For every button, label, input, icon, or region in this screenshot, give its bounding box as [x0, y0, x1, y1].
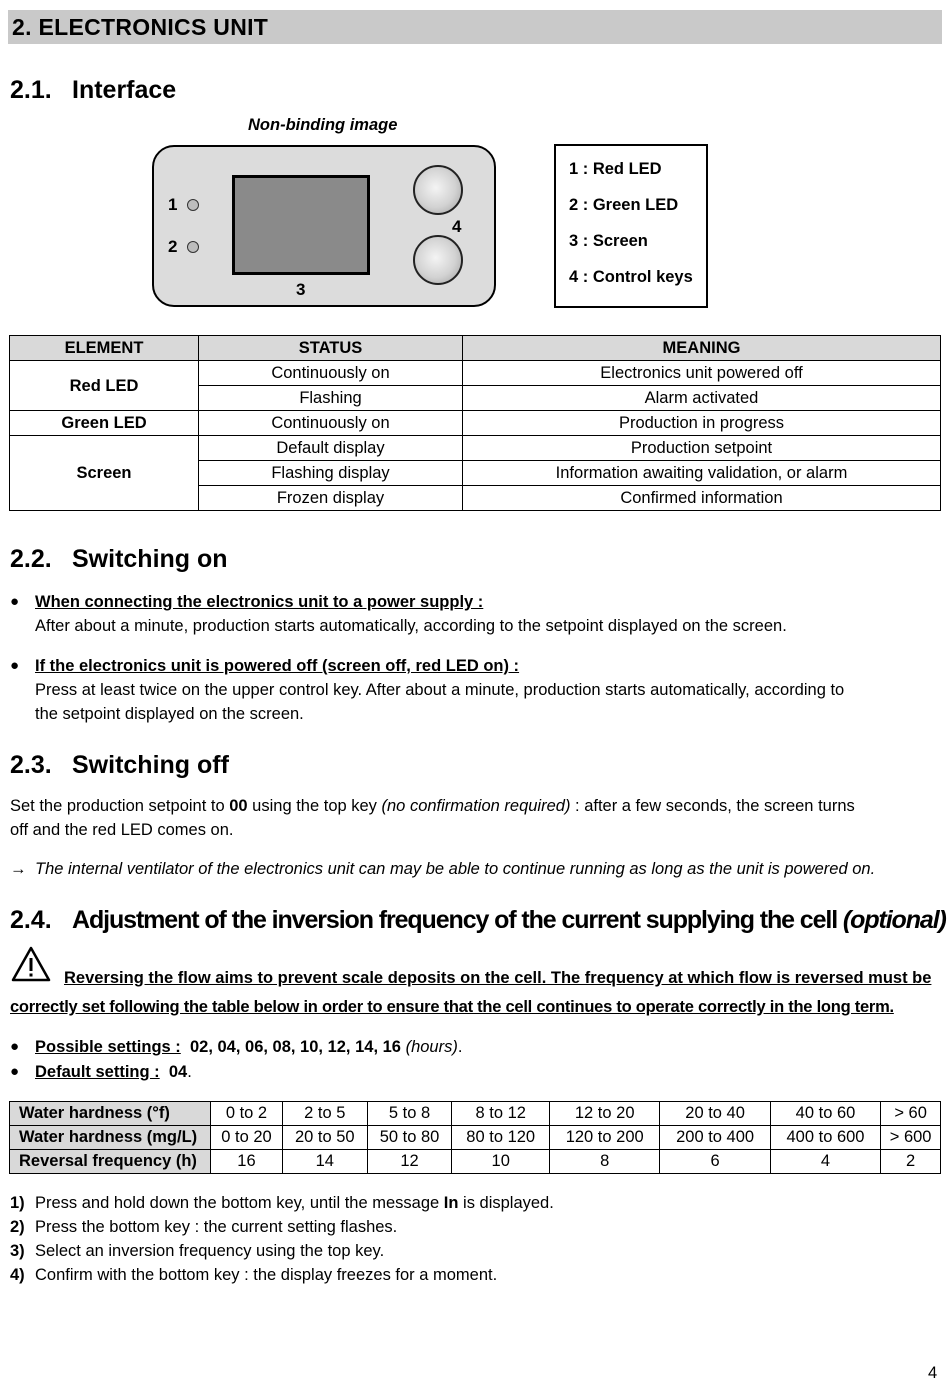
step-number: 3) — [10, 1242, 25, 1260]
step-3 — [10, 1242, 384, 1261]
table-row — [10, 411, 941, 436]
heading-text: Interface — [72, 76, 177, 104]
table-header-row — [10, 336, 941, 361]
label-1: 1 — [168, 195, 178, 214]
table-cell: 0 to 20 — [211, 1126, 283, 1150]
paragraph — [10, 794, 855, 818]
red-led-icon — [187, 199, 199, 211]
step-text: Press the bottom key : the current setting flashes. — [35, 1218, 398, 1236]
bullet-icon: ● — [10, 1038, 20, 1055]
possible-settings — [35, 1035, 462, 1059]
step-text: is displayed. — [458, 1194, 554, 1212]
heading-adjustment — [10, 906, 946, 935]
table-cell: 400 to 600 — [770, 1126, 880, 1150]
table-cell: 2 — [881, 1150, 941, 1174]
note-text: The internal ventilator of the electronics unit can may be able to continue running as long as the unit is powered on. — [35, 860, 876, 878]
row-header: Reversal frequency (h) — [10, 1150, 211, 1174]
table-cell: 50 to 80 — [367, 1126, 452, 1150]
step-text: Confirm with the bottom key : the display freezes for a moment. — [35, 1266, 498, 1284]
screen-illustration — [232, 175, 370, 275]
table-row — [10, 1126, 941, 1150]
table-cell: 20 to 40 — [660, 1102, 770, 1126]
legend-item: 3 : Screen — [569, 232, 648, 250]
status-cell: Flashing display — [199, 461, 463, 486]
status-cell: Continuously on — [199, 361, 463, 386]
bullet-text: Press at least twice on the upper control key. After about a minute, production starts automatically, according to — [35, 681, 845, 699]
meaning-cell: Production in progress — [463, 411, 941, 436]
step-4 — [10, 1266, 497, 1285]
heading-switching-off — [10, 751, 229, 780]
step-1 — [10, 1194, 554, 1213]
table-cell: 12 — [367, 1150, 452, 1174]
element-cell: Screen — [10, 436, 199, 511]
status-cell: Flashing — [199, 386, 463, 411]
top-control-key-icon — [413, 165, 463, 215]
table-cell: 4 — [770, 1150, 880, 1174]
paragraph-line: off and the red LED comes on. — [10, 821, 234, 839]
text: Set the production setpoint to — [10, 797, 230, 815]
heading-text: Adjustment of the inversion frequency of the current supplying the cell — [72, 906, 843, 934]
table-cell: 6 — [660, 1150, 770, 1174]
row-header: Water hardness (°f) — [10, 1102, 211, 1126]
bullet-icon: ● — [10, 657, 20, 674]
device-panel-illustration — [152, 145, 496, 307]
status-table — [9, 335, 941, 511]
table-cell: 8 to 12 — [452, 1102, 550, 1126]
table-row — [10, 361, 941, 386]
label-2: 2 — [168, 237, 178, 256]
heading-text: Switching on — [72, 545, 228, 573]
status-cell: Continuously on — [199, 411, 463, 436]
warning-text: Reversing the flow aims to prevent scale deposits on the cell. The frequency at which flow is reversed must be — [64, 969, 932, 987]
table-cell: 14 — [282, 1150, 367, 1174]
step-number: 2) — [10, 1218, 25, 1236]
step-number: 4) — [10, 1266, 25, 1284]
table-cell: 5 to 8 — [367, 1102, 452, 1126]
bullet-title: When connecting the electronics unit to a power supply : — [35, 593, 484, 611]
row-header: Water hardness (mg/L) — [10, 1126, 211, 1150]
table-cell: > 600 — [881, 1126, 941, 1150]
table-row — [10, 1102, 941, 1126]
step-text: Press and hold down the bottom key, until the message — [35, 1194, 444, 1212]
possible-settings-values: 02, 04, 06, 08, 10, 12, 14, 16 — [189, 1038, 401, 1056]
heading-number: 2.2. — [10, 545, 52, 573]
table-cell: 120 to 200 — [549, 1126, 659, 1150]
table-row — [10, 436, 941, 461]
table-cell: 10 — [452, 1150, 550, 1174]
page-number: 4 — [928, 1364, 938, 1382]
heading-number: 2.1. — [10, 76, 52, 104]
meaning-cell: Confirmed information — [463, 486, 941, 511]
legend-item: 2 : Green LED — [569, 196, 679, 214]
interface-legend-box — [554, 144, 708, 308]
heading-number: 2.3. — [10, 751, 52, 779]
table-row — [10, 1150, 941, 1174]
green-led-icon — [187, 241, 199, 253]
column-header: ELEMENT — [10, 336, 199, 361]
warning-triangle-icon — [11, 946, 51, 982]
column-header: MEANING — [463, 336, 941, 361]
heading-switching-on — [10, 545, 228, 574]
table-cell: 80 to 120 — [452, 1126, 550, 1150]
table-cell: 16 — [211, 1150, 283, 1174]
table-cell: 8 — [549, 1150, 659, 1174]
bullet-title: If the electronics unit is powered off (screen off, red LED on) : — [35, 657, 520, 675]
step-number: 1) — [10, 1194, 25, 1212]
setpoint-value: 00 — [229, 797, 248, 815]
heading-optional: (optional) — [842, 906, 946, 934]
label-4: 4 — [452, 217, 462, 236]
table-cell: > 60 — [881, 1102, 941, 1126]
message-code: In — [443, 1194, 459, 1212]
meaning-cell: Alarm activated — [463, 386, 941, 411]
warning-text: correctly set following the table below in order to ensure that the cell continues to operate correctly in the long term. — [10, 998, 894, 1016]
text: using the top key — [247, 797, 382, 815]
bullet-icon: ● — [10, 1063, 20, 1080]
table-cell: 20 to 50 — [282, 1126, 367, 1150]
table-cell: 200 to 400 — [660, 1126, 770, 1150]
possible-settings-label: Possible settings : — [35, 1038, 181, 1056]
heading-number: 2.4. — [10, 906, 52, 934]
table-cell: 12 to 20 — [549, 1102, 659, 1126]
possible-settings-unit: (hours) — [405, 1038, 458, 1056]
text: . — [457, 1038, 463, 1056]
table-cell: 0 to 2 — [211, 1102, 283, 1126]
meaning-cell: Production setpoint — [463, 436, 941, 461]
label-3: 3 — [296, 280, 306, 299]
status-cell: Default display — [199, 436, 463, 461]
element-cell: Red LED — [10, 361, 199, 411]
heading-interface — [10, 76, 176, 105]
legend-item: 1 : Red LED — [569, 160, 662, 178]
hardness-table — [9, 1101, 941, 1174]
default-setting-value: 04 — [168, 1063, 188, 1081]
step-text: Select an inversion frequency using the top key. — [35, 1242, 385, 1260]
bullet-icon: ● — [10, 593, 20, 610]
table-cell: 2 to 5 — [282, 1102, 367, 1126]
column-header: STATUS — [199, 336, 463, 361]
meaning-cell: Information awaiting validation, or alarm — [463, 461, 941, 486]
bullet-text: After about a minute, production starts automatically, according to the setpoint displayed on the screen. — [35, 617, 787, 635]
bottom-control-key-icon — [413, 235, 463, 285]
heading-text: Switching off — [72, 751, 229, 779]
image-caption: Non-binding image — [248, 116, 398, 134]
meaning-cell: Electronics unit powered off — [463, 361, 941, 386]
table-cell: 40 to 60 — [770, 1102, 880, 1126]
text: (no confirmation required) — [381, 797, 571, 815]
default-setting-label: Default setting : — [35, 1063, 160, 1081]
bullet-text: the setpoint displayed on the screen. — [35, 705, 304, 723]
step-2 — [10, 1218, 397, 1237]
status-cell: Frozen display — [199, 486, 463, 511]
section-title: 2. ELECTRONICS UNIT — [12, 14, 269, 40]
text: : after a few seconds, the screen turns — [570, 797, 855, 815]
arrow-icon: → — [10, 860, 27, 878]
legend-item: 4 : Control keys — [569, 268, 693, 286]
text: . — [187, 1063, 192, 1081]
default-setting — [35, 1060, 192, 1084]
element-cell: Green LED — [10, 411, 199, 436]
section-header-bar — [8, 10, 942, 44]
